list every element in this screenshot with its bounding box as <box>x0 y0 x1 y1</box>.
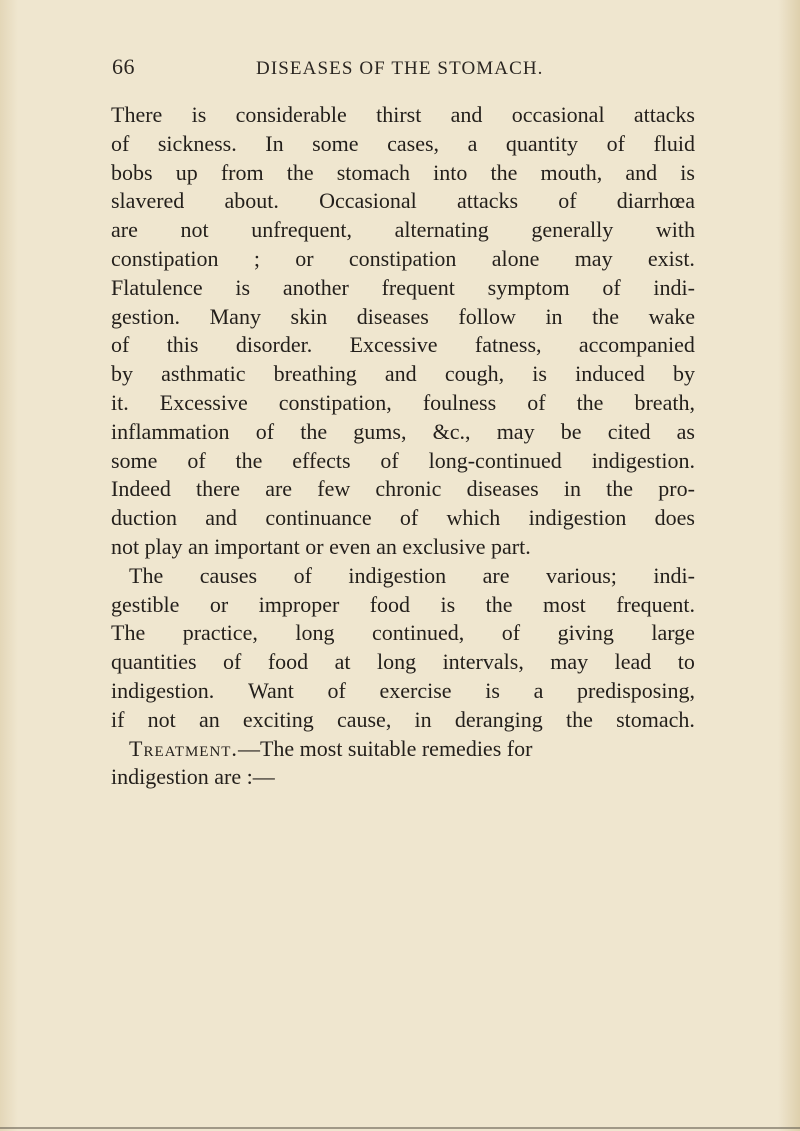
word: of <box>111 332 130 358</box>
word: an <box>198 706 220 732</box>
word: and <box>205 505 238 531</box>
text-line <box>111 187 695 216</box>
word: are <box>265 476 293 502</box>
text-line <box>111 504 695 533</box>
word: long <box>376 649 417 675</box>
word: not <box>180 217 209 243</box>
word: Excessive <box>349 332 438 358</box>
word: this <box>166 332 199 358</box>
word: up <box>175 159 198 185</box>
word: fatness, <box>474 332 542 358</box>
word: The <box>129 562 164 588</box>
text-line <box>111 447 695 476</box>
word: of <box>399 505 419 531</box>
text-line <box>111 130 695 159</box>
word: of <box>223 649 242 675</box>
word: cases, <box>387 130 440 156</box>
word: continuance <box>265 505 372 531</box>
text-line <box>111 216 695 245</box>
word: predisposing, <box>577 677 695 703</box>
word: by <box>672 361 695 387</box>
word: Flatulence <box>111 274 203 300</box>
word: improper <box>258 591 340 617</box>
text-line <box>111 677 695 706</box>
word: constipation <box>111 245 219 271</box>
word: food <box>369 591 411 617</box>
word: few <box>317 476 351 502</box>
word: the <box>235 447 263 473</box>
word: exercise <box>379 677 452 703</box>
word: or <box>209 591 229 617</box>
word: does <box>654 505 695 531</box>
text-line <box>111 101 695 130</box>
word: is <box>235 274 251 300</box>
word: indigestion <box>528 505 627 531</box>
word: ; <box>253 245 260 271</box>
word: cough, <box>444 361 505 387</box>
word: indi- <box>653 562 695 588</box>
word: gums, <box>353 418 407 444</box>
text-line <box>111 706 695 735</box>
treatment-line <box>111 735 695 764</box>
word: exciting <box>242 706 314 732</box>
word: food <box>267 649 309 675</box>
word: by <box>111 361 133 387</box>
word: from <box>220 159 264 185</box>
word: which <box>446 505 501 531</box>
word: chronic <box>375 476 442 502</box>
word: is <box>485 677 500 703</box>
text-line <box>111 648 695 677</box>
text-line <box>111 331 695 360</box>
word: follow <box>458 303 516 329</box>
word: not <box>147 706 176 732</box>
word: diseases <box>356 303 429 329</box>
word: thirst <box>376 102 422 127</box>
word: continued, <box>371 620 465 646</box>
word: attacks <box>456 188 519 214</box>
word: indigestion. <box>591 447 695 473</box>
word: long-continued <box>428 447 562 473</box>
text-line <box>111 389 695 418</box>
text-line <box>111 274 695 303</box>
word: of <box>187 447 206 473</box>
word: causes <box>199 562 258 588</box>
word: cause, <box>336 706 392 732</box>
word: diarrhœa <box>616 188 695 214</box>
word: gestion. <box>111 303 181 329</box>
word: of <box>327 677 346 703</box>
word: There <box>111 102 163 127</box>
word: may <box>550 649 589 675</box>
word: are <box>482 562 510 588</box>
text-line <box>111 591 695 620</box>
word: deranging <box>454 706 543 732</box>
word: another <box>282 274 349 300</box>
treatment-text: —The most suitable remedies for <box>237 735 533 761</box>
word: intervals, <box>442 649 524 675</box>
word: at <box>334 649 351 675</box>
word: a <box>467 130 478 156</box>
word: duction <box>111 505 177 531</box>
word: it. <box>111 389 129 415</box>
text-line <box>111 562 695 591</box>
word: stomach. <box>616 706 695 732</box>
word: with <box>655 217 695 243</box>
word: sickness. <box>157 130 237 156</box>
word: Excessive <box>159 389 248 415</box>
word: if <box>111 706 125 732</box>
word: wake <box>648 303 695 329</box>
word: various; <box>546 562 617 588</box>
word: a <box>533 677 544 703</box>
word: lead <box>614 649 652 675</box>
word: of <box>606 130 625 156</box>
word: the <box>565 706 593 732</box>
word: breath, <box>634 389 695 415</box>
word: Many <box>209 303 261 329</box>
text-line: not play an important or even an exclusive part. <box>111 533 531 559</box>
text-line <box>111 245 695 274</box>
word: to <box>677 649 695 675</box>
word: of <box>380 447 399 473</box>
word: giving <box>557 620 614 646</box>
word: of <box>293 562 312 588</box>
word: about. <box>224 188 279 214</box>
word: breathing <box>273 361 357 387</box>
word: the <box>490 159 518 185</box>
word: Occasional <box>319 188 417 214</box>
word: stomach <box>336 159 411 185</box>
body-text <box>111 101 695 792</box>
word: &c., <box>432 418 471 444</box>
word: frequent <box>381 274 455 300</box>
word: constipation <box>348 245 457 271</box>
word: frequent. <box>616 591 695 617</box>
page-edge-rule <box>0 1127 800 1129</box>
word: attacks <box>633 102 695 127</box>
word: diseases <box>466 476 539 502</box>
word: cited <box>607 418 651 444</box>
word: of <box>501 620 521 646</box>
word: the <box>606 476 634 502</box>
word: Want <box>247 677 294 703</box>
word: be <box>560 418 582 444</box>
word: large <box>651 620 695 646</box>
word: may <box>574 245 613 271</box>
word: is <box>680 159 695 185</box>
word: effects <box>292 447 351 473</box>
word: practice, <box>182 620 258 646</box>
word: in <box>414 706 432 732</box>
word: occasional <box>511 102 605 127</box>
word: symptom <box>487 274 570 300</box>
text-line <box>111 475 695 504</box>
running-head <box>112 54 692 88</box>
word: some <box>111 447 158 473</box>
word: as <box>676 418 695 444</box>
word: the <box>485 591 513 617</box>
word: alternating <box>394 217 489 243</box>
word: inflammation <box>111 418 230 444</box>
word: of <box>602 274 621 300</box>
word: pro- <box>658 476 695 502</box>
word: of <box>255 418 275 444</box>
word: into <box>433 159 468 185</box>
word: unfrequent, <box>251 217 353 243</box>
word: generally <box>531 217 614 243</box>
word: disorder. <box>235 332 313 358</box>
word: slavered <box>111 188 185 214</box>
word: The <box>111 620 146 646</box>
text-line <box>111 360 695 389</box>
word: fluid <box>653 130 695 156</box>
text-line: indigestion are :— <box>111 764 275 790</box>
word: of <box>527 389 546 415</box>
word: quantities <box>111 649 197 675</box>
word: of <box>111 130 130 156</box>
word: the <box>286 159 314 185</box>
word: considerable <box>235 102 347 127</box>
text-line <box>111 418 695 447</box>
word: long <box>295 620 335 646</box>
word: is <box>191 102 207 127</box>
word: In <box>265 130 284 156</box>
word: alone <box>491 245 540 271</box>
word: and <box>450 102 483 127</box>
word: indigestion <box>348 562 447 588</box>
word: are <box>111 217 138 243</box>
word: indi- <box>653 274 695 300</box>
running-head-title: DISEASES OF THE STOMACH. <box>256 58 544 79</box>
word: in <box>563 476 581 502</box>
word: there <box>196 476 241 502</box>
word: the <box>592 303 620 329</box>
word: induced <box>575 361 645 387</box>
word: asthmatic <box>161 361 246 387</box>
word: quantity <box>505 130 579 156</box>
word: in <box>545 303 563 329</box>
word: and <box>384 361 417 387</box>
word: mouth, <box>540 159 603 185</box>
word: most <box>542 591 586 617</box>
treatment-label: Treatment. <box>129 735 238 761</box>
word: exist. <box>647 245 695 271</box>
text-line <box>111 619 695 648</box>
word: may <box>496 418 535 444</box>
page-number: 66 <box>112 54 135 79</box>
word: some <box>312 130 359 156</box>
word: Indeed <box>111 476 171 502</box>
word: accompanied <box>578 332 695 358</box>
word: of <box>558 188 577 214</box>
word: is <box>440 591 456 617</box>
word: the <box>300 418 328 444</box>
word: gestible <box>111 591 180 617</box>
text-line <box>111 303 695 332</box>
word: indigestion. <box>111 677 215 703</box>
word: bobs <box>111 159 153 185</box>
text-line <box>111 159 695 188</box>
word: is <box>532 361 547 387</box>
word: constipation, <box>278 389 392 415</box>
word: skin <box>290 303 328 329</box>
word: and <box>625 159 658 185</box>
word: or <box>295 245 314 271</box>
word: foulness <box>422 389 497 415</box>
word: the <box>576 389 604 415</box>
